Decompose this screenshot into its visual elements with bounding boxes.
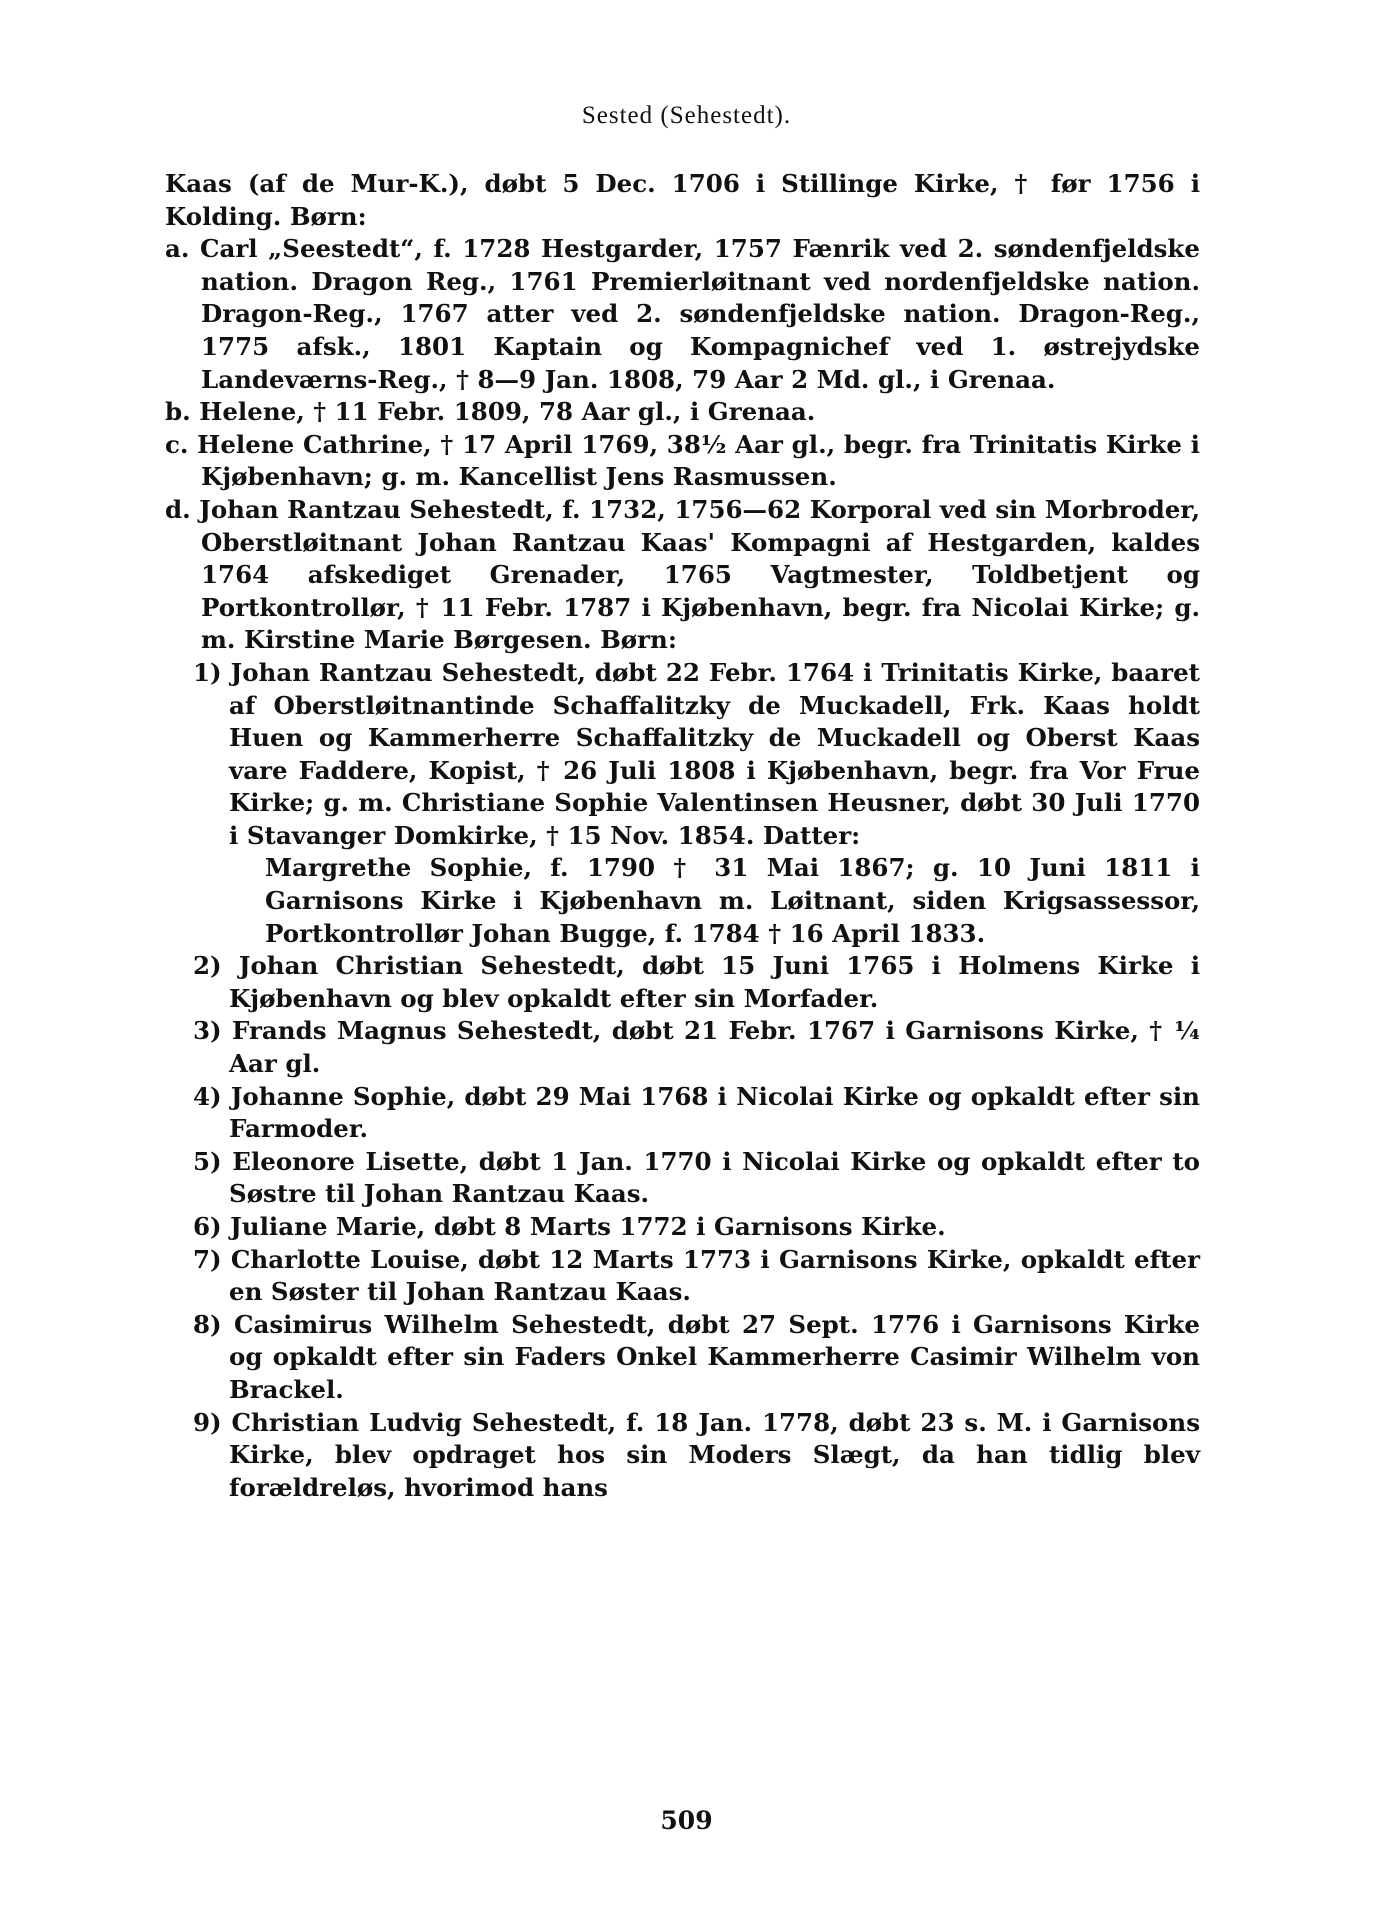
entry-b-helene: b. Helene, † 11 Febr. 1809, 78 Aar gl., i Grenaa. (165, 397, 816, 427)
child-8-casimirus-wilhelm: 8) Casimirus Wilhelm Sehestedt, døbt 27 Sept. 1776 i Garnisons Kirke og opkaldt efter sin Faders Onkel Kammerherre Casimir Wilhelm von Brackel. (193, 1309, 1200, 1404)
child-4-johanne-sophie: 4) Johanne Sophie, døbt 29 Mai 1768 i Nicolai Kirke og opkaldt efter sin Farmoder. (193, 1081, 1200, 1144)
child-2-johan-christian: 2) Johan Christian Sehestedt, døbt 15 Juni 1765 i Holmens Kirke i Kjøbenhavn og blev opkaldt efter sin Morfader. (193, 951, 1200, 1013)
running-head: Sested (Sehestedt). (581, 102, 792, 129)
child-3-frands-magnus: 3) Frands Magnus Sehestedt, døbt 21 Febr. 1767 i Garnisons Kirke, † ¼ Aar gl. (193, 1016, 1200, 1079)
child-7-charlotte-louise: 7) Charlotte Louise, døbt 12 Marts 1773 i Garnisons Kirke, opkaldt efter en Søster til Johan Rantzau Kaas. (193, 1244, 1200, 1307)
paragraph-intro: Kaas (af de Mur-K.), døbt 5 Dec. 1706 i Stillinge Kirke, † før 1756 i Kolding. Børn: (165, 169, 1200, 231)
page-number: 509 (660, 1806, 713, 1835)
entry-d-johan-rantzau: d. Johan Rantzau Sehestedt, f. 1732, 1756—62 Korporal ved sin Morbroder, Oberstløitnant Johan Rantzau Kaas' Kompagni af Hestgarden, kaldes 1764 afskediget Grenader, 1765 Vagtmester, Toldbetjent og Portkontrollør, † 11 Febr. 1787 i Kjøbenhavn, begr. fra Nicolai Kirke; g. m. Kirstine Marie Børgesen. Børn: (165, 494, 1200, 655)
child-6-juliane-marie: 6) Juliane Marie, døbt 8 Marts 1772 i Garnisons Kirke. (193, 1212, 946, 1241)
child-1-johan-rantzau: 1) Johan Rantzau Sehestedt, døbt 22 Febr. 1764 i Trinitatis Kirke, baaret af Oberstløitnantinde Schaffalitzky de Muckadell, Frk. Kaas holdt Huen og Kammerherre Schaffalitzky de Muckadell og Oberst Kaas vare Faddere, Kopist, † 26 Juli 1808 i Kjøbenhavn, begr. fra Vor Frue Kirke; g. m. Christiane Sophie Valentinsen Heusner, døbt 30 Juli 1770 i Stavanger Domkirke, † 15 Nov. 1854. Datter: (193, 657, 1200, 850)
body-text (165, 168, 1200, 1504)
child-5-eleonore-lisette: 5) Eleonore Lisette, døbt 1 Jan. 1770 i Nicolai Kirke og opkaldt efter to Søstre til Johan Rantzau Kaas. (193, 1146, 1200, 1209)
child-9-christian-ludvig: 9) Christian Ludvig Sehestedt, f. 18 Jan. 1778, døbt 23 s. M. i Garnisons Kirke, blev opdraget hos sin Moders Slægt, da han tidlig blev forældreløs, hvorimod hans (193, 1407, 1200, 1502)
grandchild-margrethe-sophie: Margrethe Sophie, f. 1790 † 31 Mai 1867; g. 10 Juni 1811 i Garnisons Kirke i Kjøbenhavn m. Løitnant, siden Krigsassessor, Portkontrollør Johan Bugge, f. 1784 † 16 April 1833. (265, 853, 1200, 948)
entry-a-carl: a. Carl „Seestedt“, f. 1728 Hestgarder, 1757 Fænrik ved 2. søndenfjeldske nation. Dragon Reg., 1761 Premierløitnant ved nordenfjeldske nation. Dragon-Reg., 1767 atter ved 2. søndenfjeldske nation. Dragon-Reg., 1775 afsk., 1801 Kaptain og Kompagnichef ved 1. østrejydske Landeværns-Reg., † 8—9 Jan. 1808, 79 Aar 2 Md. gl., i Grenaa. (165, 234, 1200, 394)
entry-c-helene-cathrine: c. Helene Cathrine, † 17 April 1769, 38½ Aar gl., begr. fra Trinitatis Kirke i Kjøbenhavn; g. m. Kancellist Jens Rasmussen. (165, 429, 1200, 492)
